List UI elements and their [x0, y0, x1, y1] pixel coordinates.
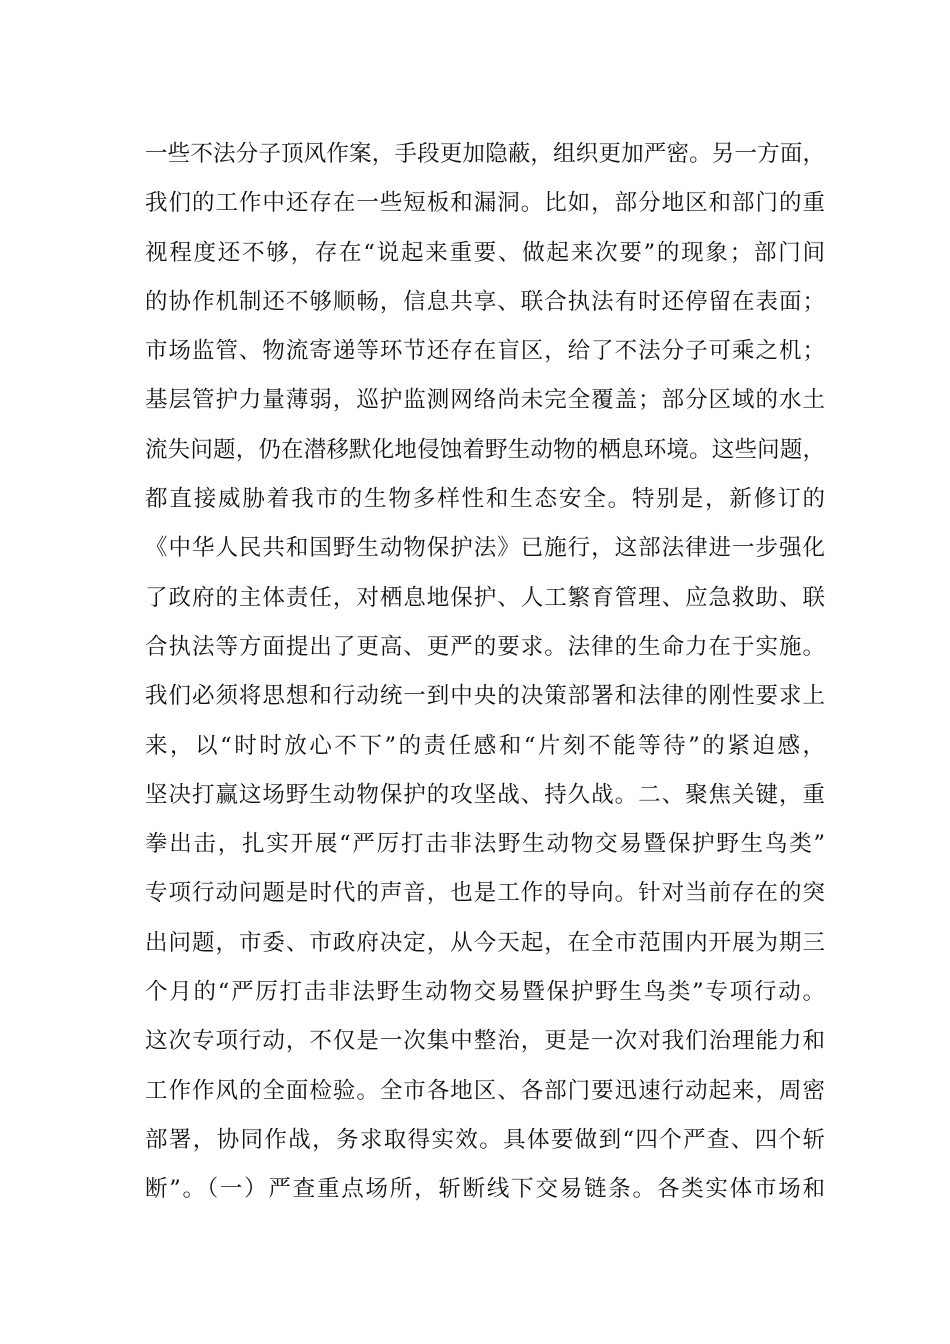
text-line-1: 一些不法分子顶风作案，手段更加隐蔽，组织更加严密。另一方面， [145, 141, 825, 167]
text-line-19: 这次专项行动，不仅是一次集中整治，更是一次对我们治理能力和 [145, 1028, 825, 1055]
text-line-5: 市场监管、物流寄递等环节还存在盲区，给了不法分子可乘之机； [145, 338, 825, 365]
text-line-16: 专项行动问题是时代的声音，也是工作的导向。针对当前存在的突 [145, 880, 825, 907]
text-line-2: 我们的工作中还存在一些短板和漏洞。比如，部分地区和部门的重 [145, 190, 825, 217]
text-line-6: 基层管护力量薄弱，巡护监测网络尚未完全覆盖；部分区域的水土 [145, 387, 825, 414]
text-line-8: 都直接威胁着我市的生物多样性和生态安全。特别是，新修订的 [145, 486, 825, 513]
text-line-18: 个月的“严厉打击非法野生动物交易暨保护野生鸟类”专项行动。 [145, 979, 825, 1006]
text-line-7: 流失问题，仍在潜移默化地侵蚀着野生动物的栖息环境。这些问题， [145, 436, 825, 463]
text-line-4: 的协作机制还不够顺畅，信息共享、联合执法有时还停留在表面； [145, 288, 825, 315]
text-line-10: 了政府的主体责任，对栖息地保护、人工繁育管理、应急救助、联 [145, 584, 825, 611]
text-line-13: 来，以“时时放心不下”的责任感和“片刻不能等待”的紧迫感， [145, 732, 825, 759]
text-line-3: 视程度还不够，存在“说起来重要、做起来次要”的现象；部门间 [145, 239, 825, 266]
text-line-21: 部署，协同作战，务求取得实效。具体要做到“四个严查、四个斩 [145, 1126, 825, 1153]
text-line-20: 工作作风的全面检验。全市各地区、各部门要迅速行动起来，周密 [145, 1077, 825, 1104]
text-line-9: 《中华人民共和国野生动物保护法》已施行，这部法律进一步强化 [145, 535, 825, 562]
text-line-15: 拳出击，扎实开展“严厉打击非法野生动物交易暨保护野生鸟类” [145, 831, 825, 858]
text-line-12: 我们必须将思想和行动统一到中央的决策部署和法律的刚性要求上 [145, 683, 825, 710]
body-text [145, 130, 825, 1215]
text-line-14: 坚决打赢这场野生动物保护的攻坚战、持久战。二、聚焦关键，重 [145, 781, 825, 808]
text-line-22: 断”。（一）严查重点场所，斩断线下交易链条。各类实体市场和 [145, 1176, 825, 1203]
text-line-17: 出问题，市委、市政府决定，从今天起，在全市范围内开展为期三 [145, 929, 825, 956]
text-line-11: 合执法等方面提出了更高、更严的要求。法律的生命力在于实施。 [145, 633, 825, 660]
